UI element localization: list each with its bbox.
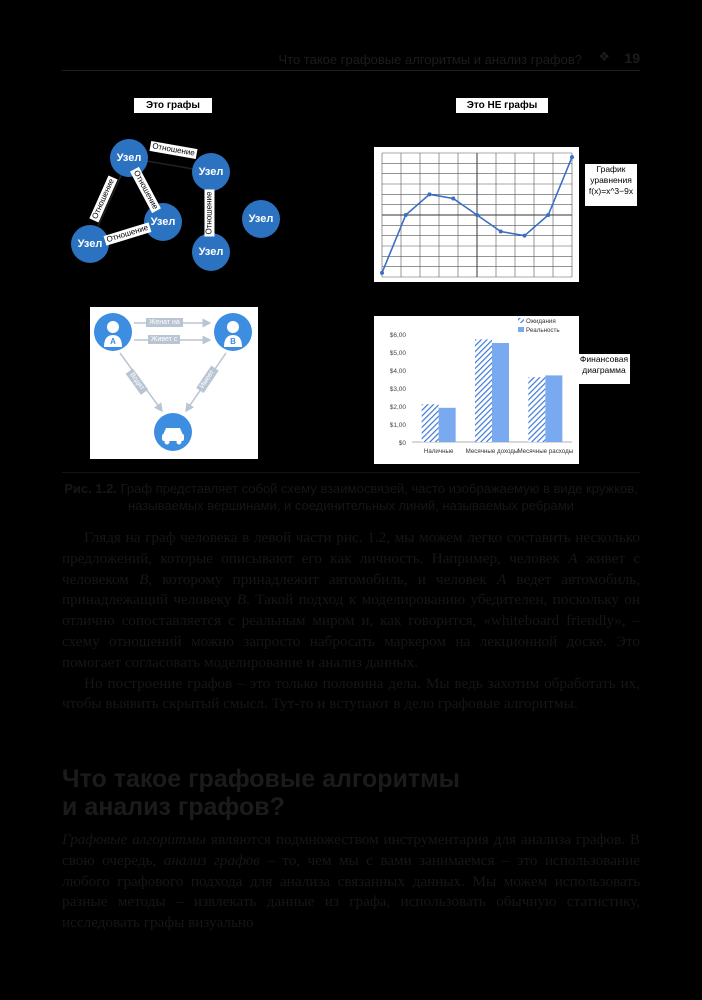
graph-node: Узел <box>242 200 280 238</box>
data-point <box>380 271 384 275</box>
paragraph: Графовые алгоритмы являются подмножеством инструментария для анализа графов. В свою очередь, анализ графов – то, чем мы с вами занимаемся – это использование любого графового подхода для анализа связанных данных. Мы можем использовать разные методы – извлекать данные из графа, использовать обычную статистику, исследовать графы визуально <box>62 831 640 932</box>
graph-node: Узел <box>71 225 109 263</box>
graph-node: Узел <box>144 203 182 241</box>
bar <box>475 339 492 442</box>
paragraph: Но построение графов – это только половина дела. Мы ведь захотим обработать их, чтобы выявить скрытый смысл. Тут-то и вступают в дело графовые алгоритмы. <box>62 674 640 713</box>
data-point <box>404 213 408 217</box>
section-body <box>62 830 640 934</box>
bar-chart <box>374 316 579 464</box>
car-icon <box>154 413 192 451</box>
edge-label: Отношение <box>89 176 117 223</box>
bar-chart-svg <box>374 316 579 464</box>
line-plot-caption: График уравнения f(x)=x^3−9x <box>585 164 637 206</box>
figure-caption-text: Граф представляет собой схему взаимосвязей, часто изображаемую в виде кружков, называемых вершинами, и соединительных линий, называемых ребрами <box>117 481 638 513</box>
line-plot-svg <box>374 147 579 282</box>
figure-caption <box>62 480 640 514</box>
figure-1-2 <box>62 92 640 473</box>
data-point <box>428 192 432 196</box>
figure-caption-label: Рис. 1.2. <box>64 481 117 496</box>
graph-node: Узел <box>192 233 230 271</box>
relationship-diagram <box>90 307 258 459</box>
data-point <box>570 155 574 159</box>
x-tick-label: Наличные <box>423 448 454 455</box>
married-label: Женат на <box>146 318 183 327</box>
right-panel-title: Это НЕ графы <box>456 98 548 113</box>
bar <box>492 343 509 442</box>
ornament-icon: ❖ <box>598 50 610 65</box>
line-plot <box>374 147 579 282</box>
y-tick-label: $0 <box>398 440 406 447</box>
person-a-label: A <box>110 337 116 346</box>
edge-label: Отношение <box>149 141 197 159</box>
data-point <box>499 230 503 234</box>
person-b-label: B <box>230 337 236 346</box>
paragraph: Глядя на граф человека в левой части рис. 1.2, мы можем легко составить несколько предложений, которые описывают его как личность. Например, человек A живет с человеком B, которому принадлежит автомобиль, и человек A ведет автомобиль, принадлежащий человеку B. Такой подход к моделированию убедителен, поскольку он отлично сопоставляется с реальным миром и, как говорится, «whiteboard friendly», – схему отношений можно запросто набросать маркером на лекционной доске. Это помогает согласовать моделирование и анализ данных. <box>62 529 640 671</box>
legend-swatch <box>518 318 524 323</box>
bar <box>422 404 439 442</box>
data-point <box>475 213 479 217</box>
graph-node: Узел <box>110 139 148 177</box>
node-graph <box>62 132 302 272</box>
legend-entry: Реальность <box>526 327 560 334</box>
data-point <box>451 196 455 200</box>
running-title: Что такое графовые алгоритмы и анализ графов? <box>278 52 582 67</box>
body-paragraphs <box>62 528 640 715</box>
y-tick-label: $2,00 <box>389 404 406 411</box>
x-tick-label: Месячные доходы <box>465 448 519 455</box>
legend-entry: Ожидания <box>526 318 556 325</box>
data-point <box>546 213 550 217</box>
data-point <box>523 234 527 238</box>
y-tick-label: $5,00 <box>389 350 406 357</box>
bar-chart-caption: Финансовая диаграмма <box>578 354 630 384</box>
bar <box>528 377 545 442</box>
owns-label: Имеет <box>196 366 218 393</box>
lives-with-label: Живет с <box>148 335 180 344</box>
section-heading: Что такое графовые алгоритмы и анализ графов? <box>62 765 460 821</box>
y-tick-label: $1,00 <box>389 422 406 429</box>
running-header <box>62 50 640 71</box>
y-tick-label: $6,00 <box>389 332 406 339</box>
bar <box>545 375 562 442</box>
page-number: 19 <box>624 50 640 66</box>
edge-label: Отношение <box>204 191 214 235</box>
x-tick-label: Месячные расходы <box>517 448 574 455</box>
person-a-icon <box>94 313 132 351</box>
person-b-icon <box>214 313 252 351</box>
left-panel-title: Это графы <box>134 98 212 113</box>
drives-label: Водит <box>126 368 148 394</box>
legend-swatch <box>518 327 524 332</box>
bar <box>439 408 456 442</box>
y-tick-label: $4,00 <box>389 368 406 375</box>
graph-node: Узел <box>192 153 230 191</box>
edge-label: Отношение <box>104 222 152 245</box>
edge-label: Отношение <box>130 167 161 213</box>
y-tick-label: $3,00 <box>389 386 406 393</box>
